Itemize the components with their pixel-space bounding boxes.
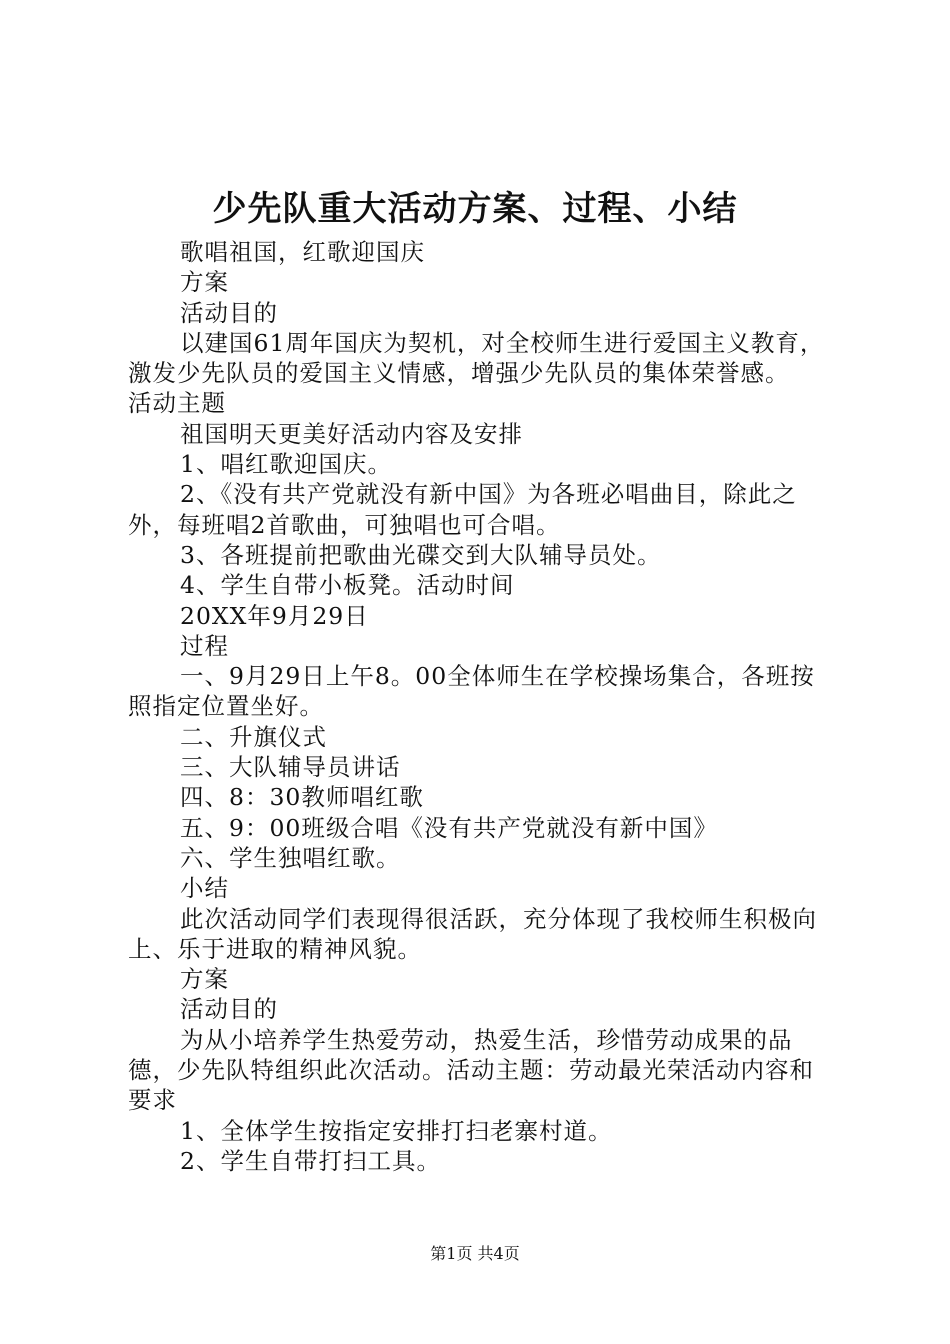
paragraph: 3、各班提前把歌曲光碟交到大队辅导员处。: [180, 540, 662, 569]
paragraph: 此次活动同学们表现得很活跃，充分体现了我校师生积极向上、乐于进取的精神风貌。: [128, 904, 817, 963]
document-title: 少先队重大活动方案、过程、小结: [212, 189, 738, 229]
paragraph: 歌唱祖国，红歌迎国庆: [180, 238, 425, 266]
paragraph: 五、9：00班级合唱《没有共产党就没有新中国》: [180, 813, 718, 842]
paragraph: 三、大队辅导员讲话: [180, 753, 401, 782]
paragraph: 为从小培养学生热爱劳动，热爱生活，珍惜劳动成果的品德，少先队特组织此次活动。活动主题：劳动最光荣活动内容和要求: [128, 1025, 814, 1115]
paragraph: 祖国明天更美好活动内容及安排: [180, 419, 523, 448]
paragraph: 2、学生自带打扫工具。: [180, 1146, 441, 1175]
paragraph: 方案: [180, 268, 229, 297]
document-body: [128, 237, 836, 1176]
paragraph: 活动主题: [128, 389, 226, 418]
paragraph: 小结: [180, 874, 229, 903]
paragraph: 过程: [180, 631, 229, 660]
paragraph: 活动目的: [180, 298, 278, 327]
paragraph: 活动目的: [180, 995, 278, 1024]
paragraph: 1、唱红歌迎国庆。: [180, 450, 392, 479]
paragraph: 一、9月29日上午8。00全体师生在学校操场集合，各班按照指定位置坐好。: [128, 662, 815, 721]
paragraph: 1、全体学生按指定安排打扫老寨村道。: [180, 1116, 613, 1145]
paragraph: 以建国61周年国庆为契机，对全校师生进行爱国主义教育，激发少先队员的爱国主义情感，增强少先队员的集体荣誉感。: [128, 328, 825, 388]
paragraph: 四、8：30教师唱红歌: [180, 783, 424, 812]
paragraph: 20XX年9月29日: [180, 601, 369, 630]
paragraph: 4、学生自带小板凳。活动时间: [180, 571, 515, 600]
paragraph: 方案: [180, 965, 229, 994]
page-footer: 第1页 共4页: [430, 1244, 520, 1263]
paragraph: 二、升旗仪式: [180, 722, 327, 751]
paragraph: 六、学生独唱红歌。: [180, 843, 401, 872]
paragraph: 2、《没有共产党就没有新中国》为各班必唱曲目，除此之外，每班唱2首歌曲，可独唱也可合唱。: [128, 480, 797, 539]
